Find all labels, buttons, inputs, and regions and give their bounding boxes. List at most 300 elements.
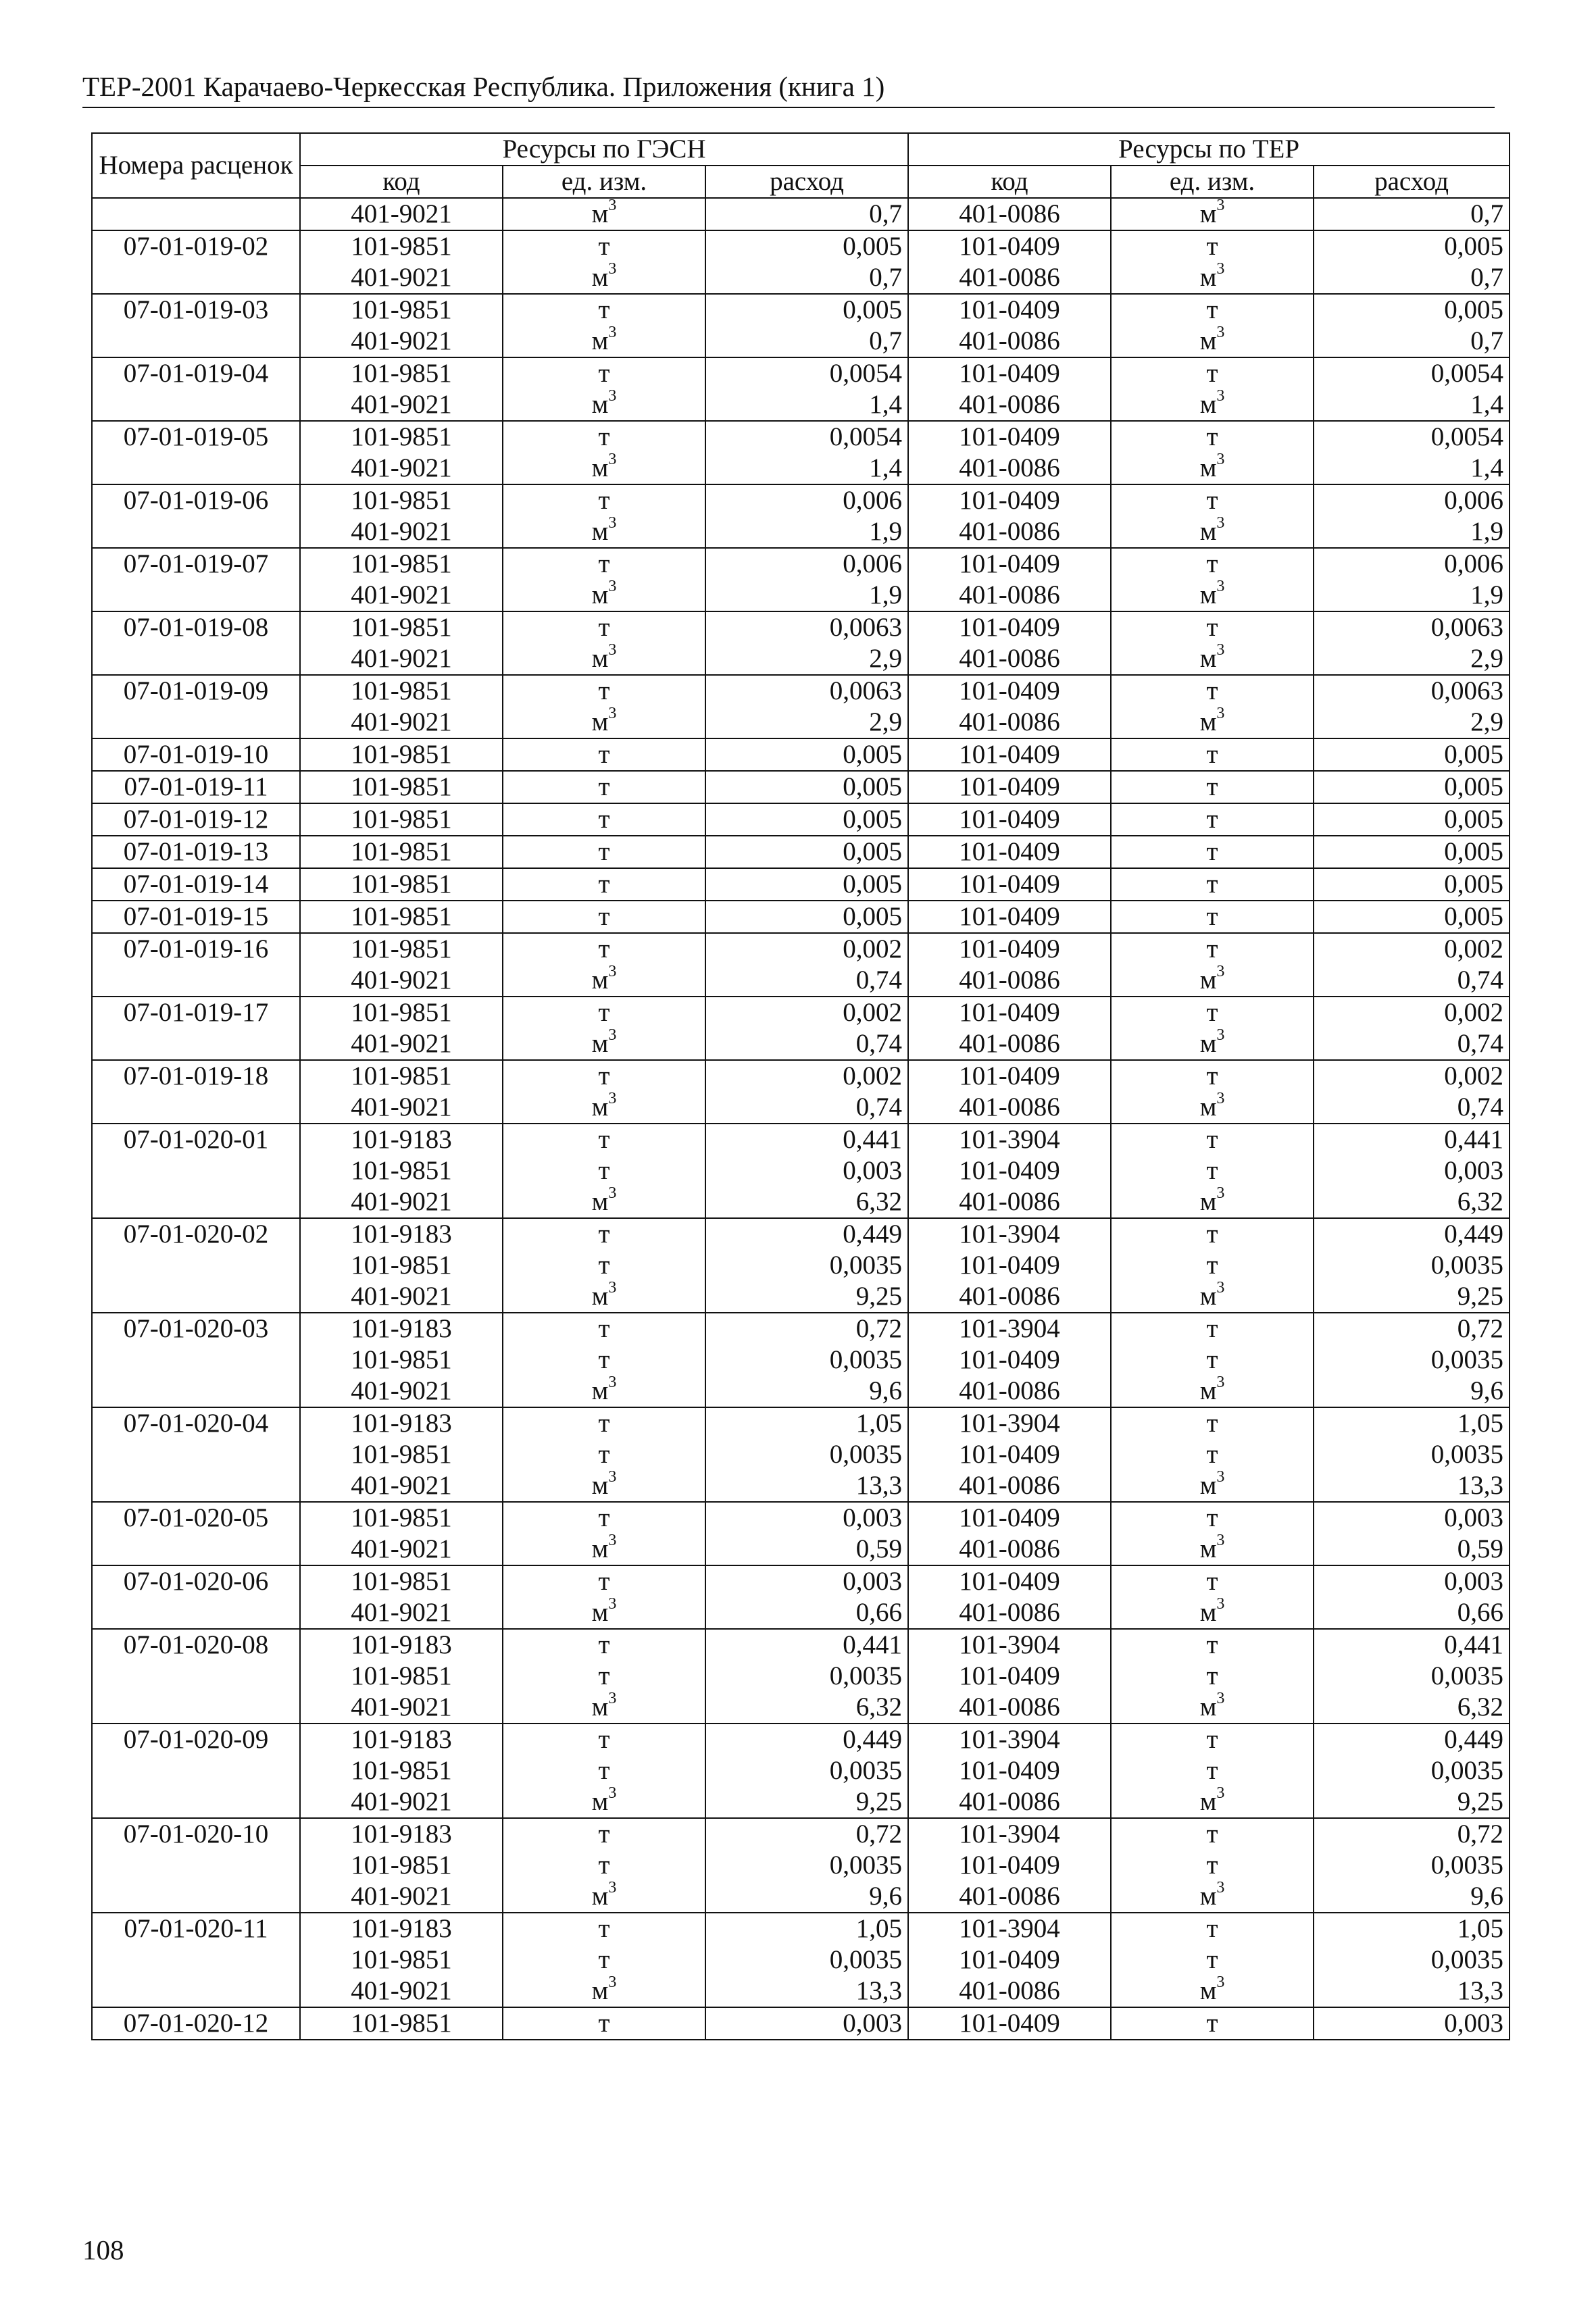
resource-table — [91, 132, 1510, 2040]
rate-number-cell: 07-01-019-16 — [92, 933, 300, 965]
ter-qty-cell: 0,449 — [1314, 1218, 1510, 1250]
gesn-qty-cell: 0,003 — [705, 1155, 908, 1186]
unit-symbol: т — [598, 1725, 610, 1754]
gesn-unit-cell — [503, 1565, 705, 1597]
unit-symbol: т — [1206, 486, 1218, 515]
ter-qty-cell: 0,003 — [1314, 1502, 1510, 1534]
unit-exponent: 3 — [1216, 1692, 1225, 1707]
unit-symbol: т — [598, 295, 610, 324]
gesn-code-cell: 101-9851 — [300, 1944, 503, 1976]
unit-symbol: т — [598, 1409, 610, 1438]
ter-qty-cell: 0,002 — [1314, 933, 1510, 965]
unit-symbol: т — [598, 805, 610, 834]
table-row — [92, 2007, 1510, 2040]
gesn-qty-cell: 0,0054 — [705, 357, 908, 389]
unit-symbol: т — [598, 934, 610, 963]
rate-number-cell: 07-01-019-11 — [92, 771, 300, 803]
table-row — [92, 965, 1510, 997]
ter-unit-cell — [1111, 1376, 1314, 1407]
gesn-unit-cell — [503, 1439, 705, 1470]
ter-code-cell: 101-0409 — [908, 1944, 1111, 1976]
unit-symbol: т — [1206, 422, 1218, 451]
unit-symbol: м — [1199, 644, 1217, 673]
ter-qty-cell: 9,6 — [1314, 1376, 1510, 1407]
unit-symbol: м — [1199, 453, 1217, 482]
unit-symbol: т — [1206, 1945, 1218, 1974]
unit-exponent: 3 — [608, 580, 617, 595]
ter-qty-cell: 1,4 — [1314, 389, 1510, 421]
ter-unit-cell — [1111, 1724, 1314, 1755]
unit-symbol: м — [1199, 965, 1217, 995]
ter-qty-cell: 0,005 — [1314, 901, 1510, 933]
ter-unit-cell — [1111, 965, 1314, 997]
unit-exponent: 3 — [608, 1976, 617, 1991]
ter-qty-cell: 1,9 — [1314, 580, 1510, 611]
gesn-unit-cell — [503, 421, 705, 453]
gesn-qty-cell: 0,005 — [705, 836, 908, 868]
table-row — [92, 1724, 1510, 1755]
gesn-code-cell: 101-9183 — [300, 1313, 503, 1344]
gesn-qty-cell: 6,32 — [705, 1186, 908, 1218]
unit-symbol: м — [1199, 580, 1217, 609]
gesn-qty-cell: 0,449 — [705, 1724, 908, 1755]
ter-qty-cell: 0,006 — [1314, 484, 1510, 516]
unit-exponent: 3 — [1216, 1186, 1225, 1202]
unit-symbol: м — [591, 326, 609, 355]
ter-code-cell: 101-0409 — [908, 230, 1111, 262]
unit-symbol: м — [1199, 1534, 1217, 1563]
unit-exponent: 3 — [608, 1534, 617, 1549]
ter-code-cell: 401-0086 — [908, 1281, 1111, 1313]
unit-exponent: 3 — [1216, 453, 1225, 468]
table-row — [92, 1818, 1510, 1850]
ter-unit-cell — [1111, 868, 1314, 901]
table-row — [92, 901, 1510, 933]
gesn-code-cell: 101-9851 — [300, 997, 503, 1028]
ter-code-cell: 101-3904 — [908, 1407, 1111, 1439]
ter-unit-cell — [1111, 771, 1314, 803]
unit-symbol: т — [598, 1125, 610, 1154]
rate-number-cell — [92, 1028, 300, 1060]
rate-number-cell: 07-01-019-17 — [92, 997, 300, 1028]
unit-symbol: м — [591, 1534, 609, 1563]
unit-symbol: м — [591, 390, 609, 419]
gesn-qty-cell: 0,0035 — [705, 1755, 908, 1786]
rate-number-cell — [92, 1881, 300, 1913]
rate-number-cell: 07-01-019-13 — [92, 836, 300, 868]
ter-qty-cell: 2,9 — [1314, 643, 1510, 675]
gesn-code-cell: 401-9021 — [300, 965, 503, 997]
unit-symbol: м — [1199, 1282, 1217, 1311]
table-row — [92, 1218, 1510, 1250]
rate-number-cell — [92, 1692, 300, 1724]
ter-unit-cell — [1111, 484, 1314, 516]
unit-symbol: т — [1206, 1125, 1218, 1154]
ter-qty-cell: 0,441 — [1314, 1124, 1510, 1155]
gesn-qty-cell: 0,59 — [705, 1534, 908, 1565]
ter-code-cell: 401-0086 — [908, 1976, 1111, 2007]
unit-symbol: т — [598, 422, 610, 451]
page-header: ТЕР-2001 Карачаево-Черкесская Республика. Приложения (книга 1) — [82, 71, 885, 102]
gesn-code-cell: 401-9021 — [300, 326, 503, 357]
table-row — [92, 198, 1510, 230]
gesn-unit-cell — [503, 738, 705, 771]
gesn-code-cell: 101-9851 — [300, 1755, 503, 1786]
gesn-qty-cell: 0,7 — [705, 326, 908, 357]
gesn-qty-cell: 0,002 — [705, 1060, 908, 1092]
gesn-code-cell: 401-9021 — [300, 1376, 503, 1407]
unit-symbol: т — [1206, 1251, 1218, 1280]
table-row — [92, 1060, 1510, 1092]
gesn-unit-cell — [503, 1281, 705, 1313]
ter-unit-cell — [1111, 198, 1314, 230]
ter-qty-cell: 0,002 — [1314, 997, 1510, 1028]
rate-number-cell — [92, 1092, 300, 1124]
gesn-unit-cell — [503, 548, 705, 580]
unit-symbol: м — [1199, 326, 1217, 355]
gesn-qty-cell: 1,4 — [705, 389, 908, 421]
gesn-code-cell: 101-9851 — [300, 1439, 503, 1470]
unit-symbol: м — [1199, 1471, 1217, 1500]
unit-symbol: т — [598, 1567, 610, 1596]
ter-code-cell: 401-0086 — [908, 1376, 1111, 1407]
ter-code-cell: 101-0409 — [908, 1344, 1111, 1376]
ter-unit-cell — [1111, 453, 1314, 484]
gesn-qty-cell: 0,7 — [705, 262, 908, 294]
gesn-qty-cell: 0,005 — [705, 230, 908, 262]
gesn-unit-cell — [503, 643, 705, 675]
ter-qty-cell: 0,7 — [1314, 198, 1510, 230]
ter-qty-cell: 13,3 — [1314, 1470, 1510, 1502]
ter-qty-cell: 2,9 — [1314, 707, 1510, 738]
gesn-code-cell: 401-9021 — [300, 389, 503, 421]
ter-qty-cell: 1,05 — [1314, 1407, 1510, 1439]
unit-symbol: т — [598, 1819, 610, 1848]
gesn-code-cell: 101-9851 — [300, 1060, 503, 1092]
table-row — [92, 1407, 1510, 1439]
ter-code-cell: 101-0409 — [908, 803, 1111, 836]
ter-unit-cell — [1111, 1502, 1314, 1534]
gesn-qty-cell: 0,002 — [705, 997, 908, 1028]
gesn-code-cell: 101-9851 — [300, 1344, 503, 1376]
gesn-unit-cell — [503, 1850, 705, 1881]
unit-symbol: т — [1206, 1630, 1218, 1659]
unit-symbol: т — [1206, 1914, 1218, 1943]
gesn-unit-cell — [503, 580, 705, 611]
unit-exponent: 3 — [608, 1376, 617, 1391]
ter-qty-cell: 0,0054 — [1314, 421, 1510, 453]
gesn-code-cell: 101-9851 — [300, 933, 503, 965]
gesn-qty-cell: 0,0035 — [705, 1439, 908, 1470]
gesn-unit-cell — [503, 1502, 705, 1534]
ter-code-cell: 401-0086 — [908, 1092, 1111, 1124]
unit-symbol: т — [1206, 772, 1218, 801]
gesn-unit-cell — [503, 965, 705, 997]
gesn-qty-cell: 0,0035 — [705, 1661, 908, 1692]
rate-number-cell — [92, 1976, 300, 2007]
unit-symbol: м — [591, 580, 609, 609]
gesn-code-cell: 101-9851 — [300, 484, 503, 516]
gesn-qty-cell: 1,4 — [705, 453, 908, 484]
unit-symbol: т — [1206, 805, 1218, 834]
ter-qty-cell: 0,003 — [1314, 2007, 1510, 2040]
rate-number-cell: 07-01-020-12 — [92, 2007, 300, 2040]
unit-symbol: м — [1199, 1376, 1217, 1405]
rate-number-cell: 07-01-019-04 — [92, 357, 300, 389]
table-row — [92, 1755, 1510, 1786]
ter-code-cell: 101-3904 — [908, 1629, 1111, 1661]
gesn-code-cell: 401-9021 — [300, 1881, 503, 1913]
ter-unit-cell — [1111, 1629, 1314, 1661]
unit-symbol: т — [598, 613, 610, 642]
gesn-code-cell: 101-9851 — [300, 901, 503, 933]
ter-unit-cell — [1111, 294, 1314, 326]
rate-number-cell: 07-01-019-09 — [92, 675, 300, 707]
unit-exponent: 3 — [1216, 643, 1225, 659]
unit-symbol: т — [598, 1851, 610, 1880]
ter-qty-cell: 0,006 — [1314, 548, 1510, 580]
table-row — [92, 1786, 1510, 1818]
gesn-code-cell: 101-9183 — [300, 1629, 503, 1661]
ter-unit-cell — [1111, 1124, 1314, 1155]
unit-symbol: м — [1199, 517, 1217, 546]
gesn-qty-cell: 1,05 — [705, 1913, 908, 1944]
rate-number-cell — [92, 1470, 300, 1502]
ter-code-cell: 101-3904 — [908, 1818, 1111, 1850]
table-row — [92, 1028, 1510, 1060]
table-row — [92, 707, 1510, 738]
rate-number-cell — [92, 1281, 300, 1313]
ter-code-cell: 401-0086 — [908, 580, 1111, 611]
table-row — [92, 1313, 1510, 1344]
unit-symbol: т — [1206, 1345, 1218, 1374]
unit-symbol: м — [591, 517, 609, 546]
gesn-qty-cell: 2,9 — [705, 707, 908, 738]
ter-code-cell: 401-0086 — [908, 516, 1111, 548]
ter-unit-cell — [1111, 901, 1314, 933]
ter-unit-cell — [1111, 1439, 1314, 1470]
table-row — [92, 548, 1510, 580]
gesn-unit-cell — [503, 868, 705, 901]
unit-symbol: т — [1206, 295, 1218, 324]
gesn-qty-cell: 0,441 — [705, 1629, 908, 1661]
gesn-unit-cell — [503, 1692, 705, 1724]
gesn-code-cell: 401-9021 — [300, 643, 503, 675]
rate-number-cell: 07-01-020-03 — [92, 1313, 300, 1344]
gesn-unit-cell — [503, 1976, 705, 2007]
ter-unit-cell — [1111, 1060, 1314, 1092]
gesn-qty-cell: 0,005 — [705, 803, 908, 836]
ter-qty-cell: 0,66 — [1314, 1597, 1510, 1629]
ter-code-cell: 101-0409 — [908, 1850, 1111, 1881]
ter-unit-cell — [1111, 803, 1314, 836]
rate-number-cell — [92, 1186, 300, 1218]
table-row — [92, 611, 1510, 643]
ter-qty-cell: 0,005 — [1314, 738, 1510, 771]
gesn-unit-cell — [503, 771, 705, 803]
gesn-qty-cell: 0,0054 — [705, 421, 908, 453]
unit-symbol: т — [598, 1756, 610, 1785]
rate-number-cell: 07-01-019-12 — [92, 803, 300, 836]
unit-exponent: 3 — [1216, 1976, 1225, 1991]
gesn-unit-cell — [503, 901, 705, 933]
gesn-qty-cell: 0,005 — [705, 901, 908, 933]
header-gesn-group: Ресурсы по ГЭСН — [300, 133, 908, 166]
gesn-code-cell: 401-9021 — [300, 580, 503, 611]
gesn-unit-cell — [503, 1344, 705, 1376]
rate-number-cell — [92, 326, 300, 357]
gesn-code-cell: 101-9183 — [300, 1407, 503, 1439]
gesn-code-cell: 401-9021 — [300, 1281, 503, 1313]
table-row — [92, 1186, 1510, 1218]
gesn-code-cell: 101-9851 — [300, 1850, 503, 1881]
table-row — [92, 997, 1510, 1028]
gesn-qty-cell: 0,74 — [705, 1028, 908, 1060]
gesn-code-cell: 401-9021 — [300, 1028, 503, 1060]
ter-unit-cell — [1111, 1976, 1314, 2007]
ter-qty-cell: 9,25 — [1314, 1786, 1510, 1818]
gesn-unit-cell — [503, 1250, 705, 1281]
gesn-unit-cell — [503, 1028, 705, 1060]
table-row — [92, 1439, 1510, 1470]
rate-number-cell: 07-01-020-04 — [92, 1407, 300, 1439]
ter-code-cell: 101-0409 — [908, 1439, 1111, 1470]
gesn-qty-cell: 0,7 — [705, 198, 908, 230]
gesn-unit-cell — [503, 357, 705, 389]
unit-symbol: т — [1206, 902, 1218, 931]
unit-exponent: 3 — [1216, 1470, 1225, 1486]
gesn-qty-cell: 0,449 — [705, 1218, 908, 1250]
unit-symbol: т — [598, 998, 610, 1027]
ter-unit-cell — [1111, 1028, 1314, 1060]
unit-symbol: м — [1199, 1598, 1217, 1627]
rate-number-cell — [92, 453, 300, 484]
gesn-unit-cell — [503, 198, 705, 230]
unit-symbol: т — [1206, 1156, 1218, 1185]
unit-symbol: т — [598, 1314, 610, 1343]
header-gesn-code: код — [300, 166, 503, 198]
unit-symbol: м — [1199, 1029, 1217, 1058]
unit-symbol: м — [1199, 390, 1217, 419]
table-row — [92, 643, 1510, 675]
ter-unit-cell — [1111, 1218, 1314, 1250]
ter-unit-cell — [1111, 1250, 1314, 1281]
gesn-unit-cell — [503, 1376, 705, 1407]
gesn-code-cell: 101-9851 — [300, 675, 503, 707]
gesn-unit-cell — [503, 262, 705, 294]
gesn-unit-cell — [503, 230, 705, 262]
unit-exponent: 3 — [608, 1692, 617, 1707]
ter-code-cell: 101-3904 — [908, 1124, 1111, 1155]
table-row — [92, 1250, 1510, 1281]
table-row — [92, 1692, 1510, 1724]
rate-number-cell: 07-01-019-08 — [92, 611, 300, 643]
rate-number-cell — [92, 965, 300, 997]
ter-code-cell: 401-0086 — [908, 707, 1111, 738]
gesn-unit-cell — [503, 1407, 705, 1439]
table-row — [92, 1092, 1510, 1124]
ter-qty-cell: 0,005 — [1314, 771, 1510, 803]
gesn-code-cell: 401-9021 — [300, 262, 503, 294]
gesn-unit-cell — [503, 1913, 705, 1944]
ter-qty-cell: 0,74 — [1314, 965, 1510, 997]
ter-code-cell: 401-0086 — [908, 965, 1111, 997]
ter-qty-cell: 6,32 — [1314, 1692, 1510, 1724]
ter-qty-cell: 0,59 — [1314, 1534, 1510, 1565]
unit-symbol: т — [598, 232, 610, 261]
ter-code-cell: 401-0086 — [908, 643, 1111, 675]
gesn-unit-cell — [503, 1186, 705, 1218]
ter-qty-cell: 6,32 — [1314, 1186, 1510, 1218]
ter-qty-cell: 0,0035 — [1314, 1944, 1510, 1976]
gesn-qty-cell: 0,72 — [705, 1818, 908, 1850]
unit-symbol: т — [1206, 1314, 1218, 1343]
rate-number-cell: 07-01-020-02 — [92, 1218, 300, 1250]
table-row — [92, 1534, 1510, 1565]
ter-code-cell: 101-0409 — [908, 1250, 1111, 1281]
table-row — [92, 1281, 1510, 1313]
gesn-qty-cell: 0,005 — [705, 738, 908, 771]
unit-exponent: 3 — [608, 262, 617, 278]
gesn-unit-cell — [503, 1155, 705, 1186]
unit-exponent: 3 — [1216, 1534, 1225, 1549]
gesn-code-cell: 101-9851 — [300, 230, 503, 262]
gesn-code-cell: 401-9021 — [300, 1692, 503, 1724]
gesn-code-cell: 401-9021 — [300, 707, 503, 738]
unit-symbol: м — [1199, 707, 1217, 736]
ter-qty-cell: 1,05 — [1314, 1913, 1510, 1944]
ter-unit-cell — [1111, 1944, 1314, 1976]
rate-number-cell — [92, 1597, 300, 1629]
rate-number-cell — [92, 580, 300, 611]
gesn-unit-cell — [503, 803, 705, 836]
ter-unit-cell — [1111, 1755, 1314, 1786]
ter-qty-cell: 0,0035 — [1314, 1850, 1510, 1881]
gesn-code-cell: 101-9851 — [300, 771, 503, 803]
gesn-unit-cell — [503, 1724, 705, 1755]
gesn-code-cell: 401-9021 — [300, 1534, 503, 1565]
gesn-unit-cell — [503, 1313, 705, 1344]
gesn-unit-cell — [503, 1881, 705, 1913]
ter-qty-cell: 0,0035 — [1314, 1439, 1510, 1470]
ter-code-cell: 101-0409 — [908, 997, 1111, 1028]
gesn-qty-cell: 0,005 — [705, 294, 908, 326]
gesn-code-cell: 101-9851 — [300, 738, 503, 771]
table-row — [92, 1881, 1510, 1913]
gesn-code-cell: 401-9021 — [300, 1597, 503, 1629]
header-ter-code: код — [908, 166, 1111, 198]
unit-symbol: т — [598, 1251, 610, 1280]
ter-unit-cell — [1111, 997, 1314, 1028]
table-row — [92, 1944, 1510, 1976]
unit-symbol: т — [1206, 1061, 1218, 1090]
unit-exponent: 3 — [1216, 326, 1225, 341]
gesn-qty-cell: 6,32 — [705, 1692, 908, 1724]
unit-exponent: 3 — [1216, 1028, 1225, 1044]
unit-symbol: м — [591, 1029, 609, 1058]
gesn-qty-cell: 13,3 — [705, 1976, 908, 2007]
table-row — [92, 484, 1510, 516]
gesn-code-cell: 101-9851 — [300, 611, 503, 643]
ter-qty-cell: 0,005 — [1314, 868, 1510, 901]
gesn-code-cell: 101-9183 — [300, 1913, 503, 1944]
gesn-qty-cell: 0,441 — [705, 1124, 908, 1155]
gesn-unit-cell — [503, 484, 705, 516]
gesn-code-cell: 401-9021 — [300, 1786, 503, 1818]
gesn-unit-cell — [503, 1786, 705, 1818]
gesn-code-cell: 101-9851 — [300, 1502, 503, 1534]
ter-unit-cell — [1111, 643, 1314, 675]
